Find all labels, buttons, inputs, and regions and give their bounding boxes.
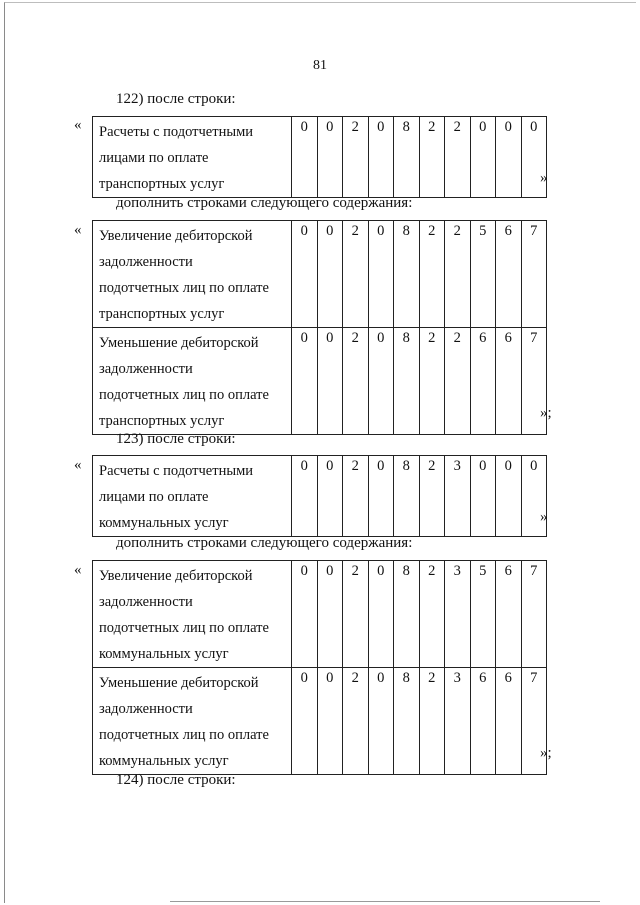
code-digit: 0: [292, 221, 318, 328]
close-quote: »: [540, 509, 548, 525]
row-name-line: Увеличение дебиторской: [99, 568, 253, 584]
table-row: [93, 668, 547, 775]
code-digit: 2: [343, 117, 369, 198]
row-name-line: транспортных услуг: [99, 413, 225, 429]
code-digit: 0: [521, 117, 547, 198]
section-123-heading: 123) после строки:: [116, 431, 236, 447]
code-digit: 2: [343, 328, 369, 435]
code-digit: 2: [419, 117, 445, 198]
table-row: [93, 561, 547, 668]
code-digit: 2: [419, 456, 445, 537]
table-row: [93, 221, 547, 328]
code-digit: 0: [317, 561, 343, 668]
row-name: [93, 328, 292, 435]
section-122-heading: 122) после строки:: [116, 91, 236, 107]
code-digit: 2: [343, 456, 369, 537]
code-digit: 6: [496, 328, 522, 435]
row-name-line: Уменьшение дебиторской: [99, 335, 259, 351]
table-122-before: [92, 116, 547, 198]
row-name-line: транспортных услуг: [99, 306, 225, 322]
code-digit: 0: [368, 456, 394, 537]
row-name-line: Уменьшение дебиторской: [99, 675, 259, 691]
open-quote: «: [74, 222, 82, 238]
code-digit: 0: [368, 117, 394, 198]
code-digit: 2: [445, 117, 471, 198]
code-digit: 3: [445, 561, 471, 668]
row-name-line: Расчеты с подотчетными: [99, 463, 254, 479]
code-digit: 6: [496, 668, 522, 775]
open-quote: «: [74, 457, 82, 473]
code-digit: 8: [394, 456, 420, 537]
row-name-line: лицами по оплате: [99, 150, 209, 166]
code-digit: 0: [292, 561, 318, 668]
section-122-instruction: дополнить строками следующего содержания:: [116, 195, 413, 211]
code-digit: 0: [292, 668, 318, 775]
code-digit: 0: [292, 328, 318, 435]
row-name-line: Увеличение дебиторской: [99, 228, 253, 244]
code-digit: 2: [445, 221, 471, 328]
row-name-line: подотчетных лиц по оплате: [99, 727, 269, 743]
code-digit: 6: [496, 221, 522, 328]
code-digit: 8: [394, 561, 420, 668]
code-digit: 0: [317, 456, 343, 537]
row-name: [93, 561, 292, 668]
code-digit: 0: [317, 328, 343, 435]
code-digit: 2: [419, 328, 445, 435]
code-digit: 2: [419, 668, 445, 775]
code-digit: 0: [496, 117, 522, 198]
row-name-line: коммунальных услуг: [99, 753, 229, 769]
code-digit: 8: [394, 221, 420, 328]
code-digit: 0: [317, 221, 343, 328]
code-digit: 0: [521, 456, 547, 537]
close-quote: »;: [540, 745, 552, 761]
code-digit: 0: [317, 668, 343, 775]
row-name-line: подотчетных лиц по оплате: [99, 387, 269, 403]
code-digit: 6: [470, 328, 496, 435]
code-digit: 0: [368, 328, 394, 435]
code-digit: 6: [470, 668, 496, 775]
code-digit: 8: [394, 668, 420, 775]
row-name: [93, 117, 292, 198]
code-digit: 3: [445, 456, 471, 537]
code-digit: 2: [343, 561, 369, 668]
table-row: [93, 117, 547, 198]
code-digit: 7: [521, 668, 547, 775]
code-digit: 2: [419, 221, 445, 328]
page-number: 81: [313, 58, 327, 73]
row-name-line: задолженности: [99, 701, 193, 717]
code-digit: 7: [521, 221, 547, 328]
code-digit: 3: [445, 668, 471, 775]
code-digit: 7: [521, 561, 547, 668]
row-name-line: Расчеты с подотчетными: [99, 124, 254, 140]
row-name-line: лицами по оплате: [99, 489, 209, 505]
open-quote: «: [74, 117, 82, 133]
row-name: [93, 668, 292, 775]
code-digit: 2: [419, 561, 445, 668]
row-name-line: транспортных услуг: [99, 176, 225, 192]
row-name-line: коммунальных услуг: [99, 515, 229, 531]
code-digit: 0: [470, 117, 496, 198]
code-digit: 8: [394, 328, 420, 435]
code-digit: 2: [343, 221, 369, 328]
close-quote: »: [540, 170, 548, 186]
code-digit: 0: [317, 117, 343, 198]
table-122-after: [92, 220, 547, 435]
row-name-line: коммунальных услуг: [99, 646, 229, 662]
row-name-line: задолженности: [99, 594, 193, 610]
code-digit: 7: [521, 328, 547, 435]
section-123-instruction: дополнить строками следующего содержания:: [116, 535, 413, 551]
row-name: [93, 221, 292, 328]
code-digit: 6: [496, 561, 522, 668]
code-digit: 0: [292, 456, 318, 537]
table-row: [93, 456, 547, 537]
page-bottom-edge: [170, 901, 600, 902]
code-digit: 5: [470, 561, 496, 668]
row-name-line: подотчетных лиц по оплате: [99, 280, 269, 296]
code-digit: 0: [292, 117, 318, 198]
code-digit: 2: [343, 668, 369, 775]
code-digit: 2: [445, 328, 471, 435]
row-name: [93, 456, 292, 537]
row-name-line: задолженности: [99, 254, 193, 270]
table-123-after: [92, 560, 547, 775]
code-digit: 5: [470, 221, 496, 328]
code-digit: 0: [368, 668, 394, 775]
row-name-line: подотчетных лиц по оплате: [99, 620, 269, 636]
row-name-line: задолженности: [99, 361, 193, 377]
code-digit: 0: [470, 456, 496, 537]
code-digit: 0: [496, 456, 522, 537]
section-124-heading: 124) после строки:: [116, 772, 236, 788]
table-123-before: [92, 455, 547, 537]
open-quote: «: [74, 562, 82, 578]
close-quote: »;: [540, 405, 552, 421]
table-row: [93, 328, 547, 435]
code-digit: 0: [368, 561, 394, 668]
code-digit: 8: [394, 117, 420, 198]
code-digit: 0: [368, 221, 394, 328]
